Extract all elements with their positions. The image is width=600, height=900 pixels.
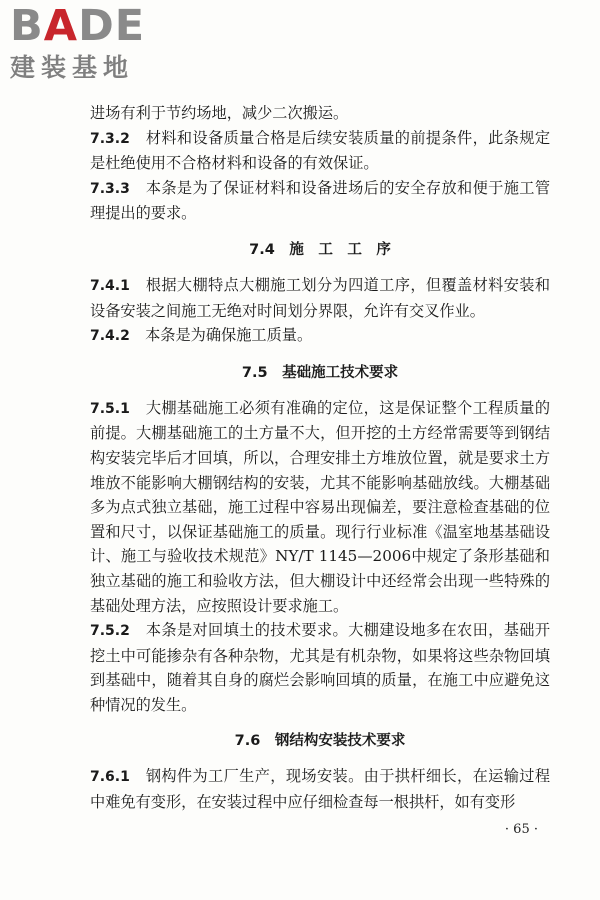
paragraph	[90, 176, 550, 226]
clause-number: 7.5.1	[90, 400, 130, 417]
paragraph	[90, 323, 550, 349]
page-body	[90, 101, 550, 815]
section-heading	[90, 731, 550, 751]
clause-number: 7.4.1	[90, 277, 130, 294]
paragraph	[90, 618, 550, 717]
paragraph-text: 本条是为确保施工质量。	[145, 326, 313, 345]
section-number: 7.5	[241, 364, 268, 381]
paragraph-text: 根据大棚特点大棚施工划分为四道工序，但覆盖材料安装和设备安装之间施工无绝对时间划分界限，允许有交叉作业。	[90, 275, 551, 320]
clause-number: 7.6.1	[90, 769, 130, 786]
page-number: · 65 ·	[504, 822, 538, 837]
clause-number: 7.3.2	[90, 130, 130, 147]
paragraph-text: 材料和设备质量合格是后续安装质量的前提条件，此条规定是杜绝使用不合格材料和设备的有效保证。	[90, 128, 551, 173]
paragraph	[90, 126, 550, 176]
paragraph-text: 本条是为了保证材料和设备进场后的安全存放和便于施工管理提出的要求。	[90, 178, 551, 223]
section-title: 基础施工技术要求	[282, 364, 399, 381]
section-number: 7.4	[249, 241, 275, 258]
paragraph-text: 进场有利于节约场地，减少二次搬运。	[90, 104, 349, 122]
paragraph	[90, 764, 550, 814]
section-title: 施 工 工 序	[289, 241, 391, 258]
paragraph-text: 大棚基础施工必须有准确的定位，这是保证整个工程质量的前提。大棚基础施工的土方量不大，但开挖的土方经常需要等到钢结构安装完毕后才回填，所以，合理安排土方堆放位置，就是要求土方堆放不能影响大棚钢结构的安装，尤其不能影响基础放线。大棚基础多为点式独立基础，施工过程中容易出现偏差，要注意检查基础的位置和尺寸，以保证基础施工的质量。现行行业标准《温室地基基础设计、施工与验收技术规范》NY/T 1145—2006中规定了条形基础和独立基础的施工和验收方法，但大棚设计中还经常会出现一些特殊的基础处理方法，应按照设计要求施工。	[90, 398, 551, 615]
clause-number: 7.5.2	[90, 623, 130, 640]
paragraph	[90, 396, 550, 618]
clause-number: 7.3.3	[90, 180, 130, 197]
paragraph	[90, 101, 550, 126]
paragraph-text: 钢构件为工厂生产，现场安装。由于拱杆细长，在运输过程中难免有变形，在安装过程中应仔细检查每一根拱杆，如有变形	[90, 767, 551, 812]
logo-brand-text: BADE	[10, 1, 146, 51]
section-heading	[90, 363, 550, 383]
logo-subtitle: 建装基地	[10, 53, 135, 82]
section-title: 钢结构安装技术要求	[274, 733, 406, 750]
clause-number: 7.4.2	[90, 328, 130, 345]
section-number: 7.6	[234, 733, 261, 750]
paragraph	[90, 273, 550, 323]
brand-logo	[10, 1, 175, 84]
paragraph-text: 本条是对回填土的技术要求。大棚建设地多在农田，基础开挖土中可能掺杂有各种杂物，尤其是有机杂物，如果将这些杂物回填到基础中，随着其自身的腐烂会影响回填的质量，在施工中应避免这种情况的发生。	[90, 621, 551, 714]
section-heading	[90, 240, 550, 260]
